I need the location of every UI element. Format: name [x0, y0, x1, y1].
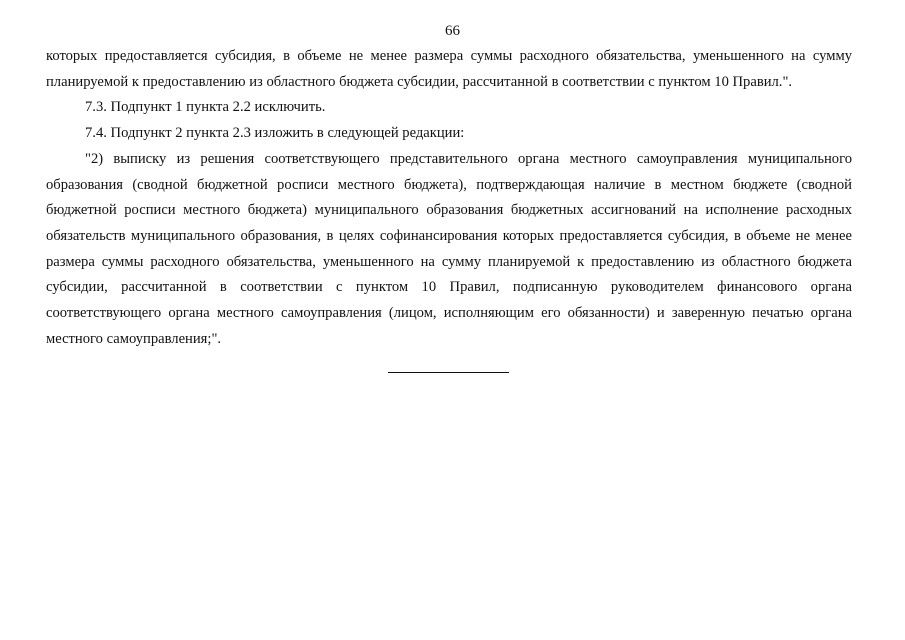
paragraph-item-7-3: 7.3. Подпункт 1 пункта 2.2 исключить.: [85, 99, 326, 116]
end-divider-line: [388, 372, 509, 373]
paragraph-subitem-2: "2) выписку из решения соответствующего представительного органа местного самоуправления муниципального образования (сводной бюджетной росписи местного бюджета), подтверждающая наличие в местном бюджете (сводной бюджетной росписи местного бюджета) муниципального образования бюджетных ассигнований на исполнение расходных обязательств муниципального образования, в целях софинансирования которых предоставляется субсидия, в объеме не менее размера суммы расходного обязательства, уменьшенного на сумму планируемой к предоставлению из областного бюджета субсидии, рассчитанной в соответствии с пунктом 10 Правил, подписанную руководителем финансового органа соответствующего органа местного самоуправления (лицом, исполняющим его обязанности) и заверенную печатью органа местного самоуправления;".: [46, 150, 852, 347]
document-body: [46, 44, 852, 352]
paragraph-item-7-4: 7.4. Подпункт 2 пункта 2.3 изложить в следующей редакции:: [85, 125, 465, 142]
page-number: 66: [445, 23, 460, 39]
paragraph-continuation: которых предоставляется субсидия, в объеме не менее размера суммы расходного обязательства, уменьшенного на сумму планируемой к предоставлению из областного бюджета субсидии, рассчитанной в соответствии с пунктом 10 Правил.".: [46, 48, 852, 90]
